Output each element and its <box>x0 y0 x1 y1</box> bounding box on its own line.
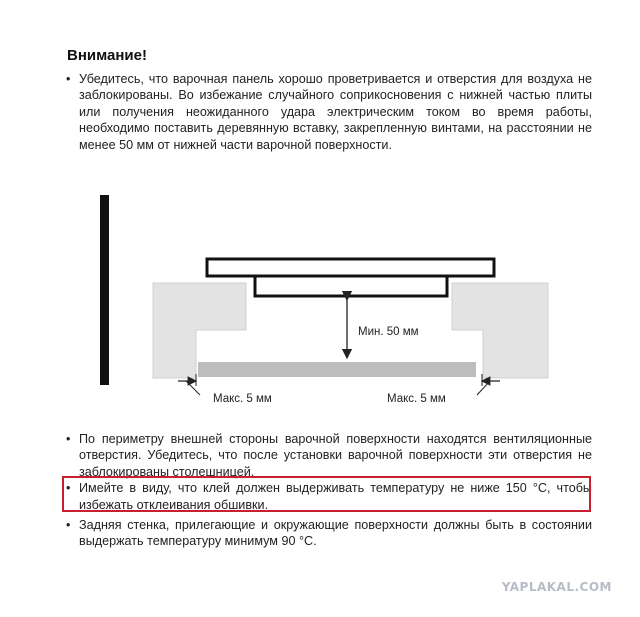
min-gap-label: Мин. 50 мм <box>358 326 419 338</box>
wooden-insert <box>198 362 476 377</box>
hob-top-plate <box>207 259 494 276</box>
bullet-wall-temperature: • Задняя стенка, прилегающие и окружающие поверхности должны быть в состоянии выдержать температуру минимум 90 °C. <box>62 517 592 550</box>
highlight-frame <box>62 476 591 512</box>
bullet-ventilation: • Убедитесь, что варочная панель хорошо проветривается и отверстия для воздуха не заблокированы. Во избежание случайного соприкосновения с нижней частью плиты или получения неожиданного удара электрическим током во время работы, необходимо поставить деревянную вставку, закрепленную винтами, на расстоянии не менее 50 мм от нижней части варочной поверхности. <box>62 71 592 153</box>
hob-body <box>255 276 447 296</box>
right-gap-label: Макс. 5 мм <box>387 393 446 405</box>
right-label-leader <box>477 381 490 395</box>
left-label-leader <box>186 381 200 395</box>
left-gap-label: Макс. 5 мм <box>213 393 272 405</box>
watermark-logo: YAPLAKAL.COM <box>501 580 612 594</box>
warning-heading: Внимание! <box>67 47 147 64</box>
back-wall <box>100 195 109 385</box>
bullet-glue-temperature: • Имейте в виду, что клей должен выдерживать температуру не ниже 150 °C, чтобы избежать отклеивания обшивки. <box>62 480 592 513</box>
bullet-ventilation-holes: • По периметру внешней стороны варочной поверхности находятся вентиляционные отверстия. Убедитесь, что после установки варочной поверхности эти отверстия не заблокированы столешницей. <box>62 431 592 480</box>
